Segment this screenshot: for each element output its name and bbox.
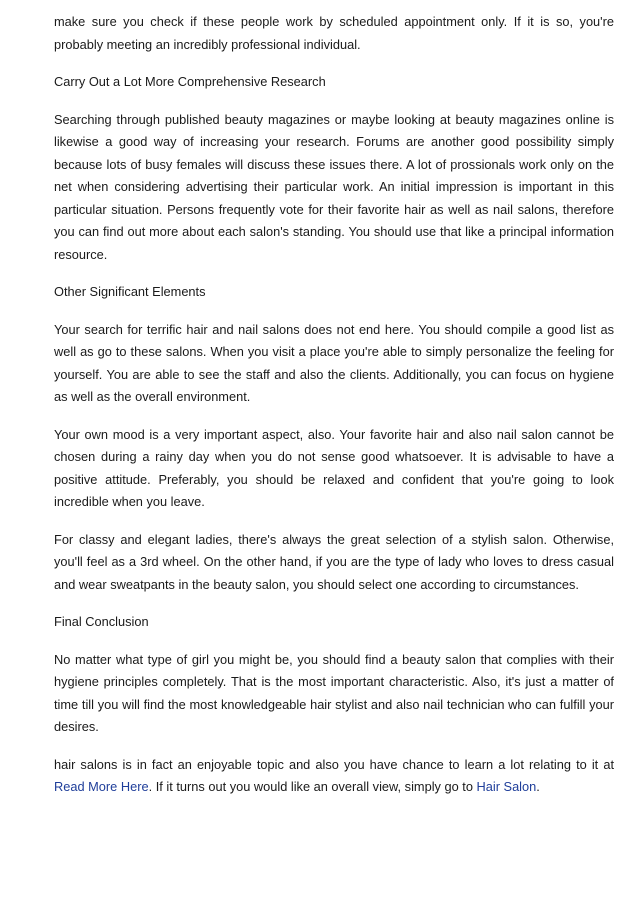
final-text-end: . [536, 779, 540, 794]
hair-salon-link[interactable]: Hair Salon [476, 779, 537, 794]
paragraph-research: Searching through published beauty magazines or maybe looking at beauty magazines online is likewise a good way of increasing your research. Forums are another good possibility simply because lots of busy females will discuss these issues there. A lot of prossionals work only on the net when considering advertising their particular work. An initial impression is important in this particular situation. Persons frequently vote for their favorite hair as well as nail salons, therefore you can find out more about each salon's standing. You should use that like a principal information resource. [54, 111, 614, 262]
paragraph-intro: make sure you check if these people work by scheduled appointment only. If it is so, you're probably meeting an incredibly professional individual. [54, 14, 614, 52]
final-text-middle: . If it turns out you would like an overall view, simply go to [148, 779, 477, 794]
heading-other-elements: Other Significant Elements [54, 284, 206, 299]
paragraph-conclusion: No matter what type of girl you might be, you should find a beauty salon that complies with their hygiene principles completely. That is the most important characteristic. Also, it's just a matter of time till you will find the most knowledgeable hair stylist and also nail technician who can fulfill your desires. [54, 651, 614, 734]
paragraph-mood: Your own mood is a very important aspect, also. Your favorite hair and also nail salon cannot be chosen during a rainy day when you do not sense good whatsoever. It is advisable to have a positive attitude. Preferably, you should be relaxed and confident that you're going to look incredible when you leave. [54, 426, 614, 509]
paragraph-classy: For classy and elegant ladies, there's always the great selection of a stylish salon. Otherwise, you'll feel as a 3rd wheel. On the other hand, if you are the type of lady who loves to dress casual and wear sweatpants in the beauty salon, you should select one according to circumstances. [54, 531, 614, 592]
final-text-start: hair salons is in fact an enjoyable topic and also you have chance to learn a lot relating to it at [54, 756, 614, 772]
document-page [54, 11, 614, 814]
heading-research: Carry Out a Lot More Comprehensive Research [54, 74, 326, 89]
heading-final-conclusion: Final Conclusion [54, 614, 149, 629]
read-more-link[interactable]: Read More Here [54, 779, 149, 794]
paragraph-final [54, 754, 614, 799]
paragraph-search: Your search for terrific hair and nail salons does not end here. You should compile a good list as well as go to these salons. When you visit a place you're able to simply personalize the feeling for yourself. You are able to see the staff and also the clients. Additionally, you can focus on hygiene as well as the overall environment. [54, 321, 614, 404]
